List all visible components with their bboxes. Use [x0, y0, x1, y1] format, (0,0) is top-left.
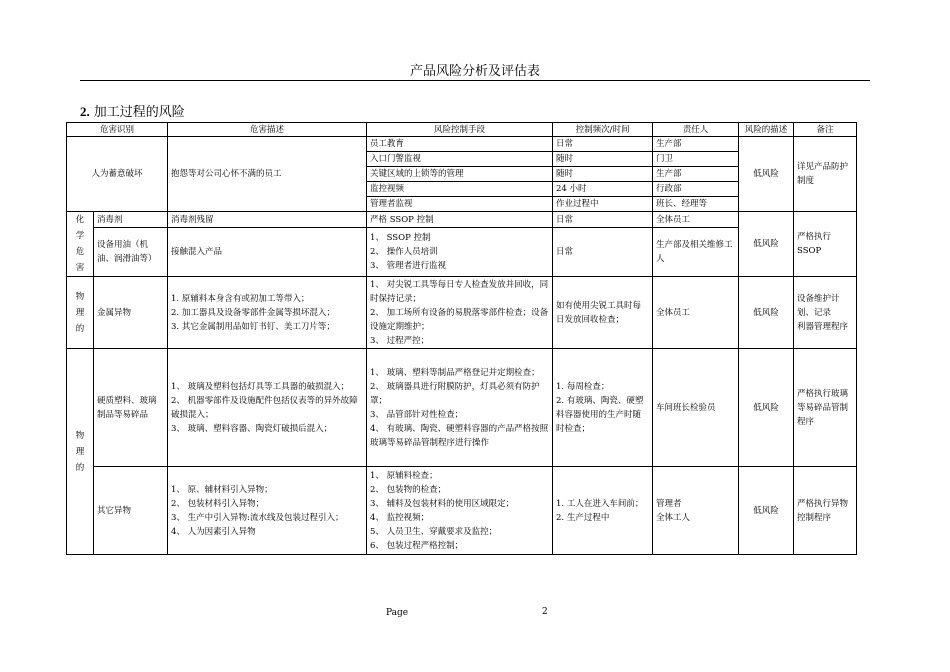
- frequency-cell: 作业过程中: [553, 197, 653, 212]
- control-cell: 入口门警监视: [367, 152, 553, 167]
- category-cell: 物 理 的: [67, 277, 94, 349]
- control-cell: 1、 玻璃、塑料等制品严格登记并定期检查； 2、 玻璃器具进行附膜防护，灯具必须有防护罩； 3、 品管部针对性检查； 4、 有玻璃、陶瓷、硬塑料容器的产品严格按照玻璃等易碎品管制程序进行操作: [367, 349, 553, 467]
- frequency-cell: 1. 每周检查； 2. 有玻璃、陶瓷、硬塑料容器使用的生产时随时检查；: [553, 349, 653, 467]
- hazard-cell: 其它异物: [94, 467, 168, 555]
- risk-cell: 低风险: [739, 137, 794, 212]
- table-row: [67, 349, 857, 467]
- risk-table: [66, 122, 857, 555]
- description-cell: 1. 原辅料本身含有或初加工等带入； 2. 加工器具及设备零部件金属等损坏混入； 3. 其它金属制用品如钉书钉、美工刀片等；: [168, 277, 367, 349]
- frequency-cell: 日常: [553, 137, 653, 152]
- section-title: 加工过程的风险: [93, 105, 185, 120]
- frequency-cell: 24 小时: [553, 182, 653, 197]
- category-cell: 物 理 的: [67, 349, 94, 555]
- responsible-cell: 门卫: [653, 152, 739, 167]
- footer-page-number: 2: [542, 607, 548, 617]
- responsible-cell: 生产部: [653, 167, 739, 182]
- responsible-cell: 管理者 全体工人: [653, 467, 739, 555]
- hazard-cell: 人为蓄意破坏: [67, 137, 168, 212]
- control-cell: 严格 SSOP 控制: [367, 212, 553, 228]
- description-cell: 抱怨等对公司心怀不满的员工: [168, 137, 367, 212]
- risk-cell: 低风险: [739, 212, 794, 277]
- responsible-cell: 车间班长检验员: [653, 349, 739, 467]
- section-number: 2.: [80, 104, 90, 119]
- header-remark: 备注: [794, 123, 857, 137]
- table-header-row: [67, 123, 857, 137]
- frequency-cell: 日常: [553, 212, 653, 228]
- frequency-cell: 日常: [553, 228, 653, 277]
- description-cell: 1、 原、辅材料引入异物； 2、 包装材料引入异物； 3、 生产中引入异物:流水线及包装过程引入； 4、 人为因素引入异物: [168, 467, 367, 555]
- description-cell: 接触混入产品: [168, 228, 367, 277]
- table-row: [67, 467, 857, 555]
- header-control: 风险控制手段: [367, 123, 553, 137]
- table-row: [67, 277, 857, 349]
- remark-cell: 严格执行玻璃等易碎品管制程序: [794, 349, 857, 467]
- header-hazard: 危害识别: [67, 123, 168, 137]
- table-row: [67, 228, 857, 277]
- header-description: 危害描述: [168, 123, 367, 137]
- frequency-cell: 随时: [553, 167, 653, 182]
- responsible-cell: 行政部: [653, 182, 739, 197]
- header-risk: 风险的描述: [739, 123, 794, 137]
- control-cell: 关键区域的上锁等的管理: [367, 167, 553, 182]
- control-cell: 1、 原辅料检查； 2、 包装物的检查； 3、 辅料及包装材料的使用区域限定； 4、 监控视频； 5、 人员卫生、穿戴要求及监控； 6、 包装过程严格控制；: [367, 467, 553, 555]
- responsible-cell: 生产部: [653, 137, 739, 152]
- description-cell: 消毒剂残留: [168, 212, 367, 228]
- hazard-cell: 金属异物: [94, 277, 168, 349]
- responsible-cell: 全体员工: [653, 212, 739, 228]
- control-cell: 员工教育: [367, 137, 553, 152]
- risk-cell: 低风险: [739, 349, 794, 467]
- title-divider: [80, 80, 870, 81]
- control-cell: 1、 SSOP 控制 2、 操作人员培训 3、 管理者进行监视: [367, 228, 553, 277]
- hazard-cell: 硬质塑料、玻璃制品等易碎品: [94, 349, 168, 467]
- remark-cell: 设备维护计划、记录 利器管理程序: [794, 277, 857, 349]
- section-heading: [80, 101, 185, 120]
- category-cell: 化 学 危 害: [67, 212, 94, 277]
- table-row: [67, 137, 857, 152]
- responsible-cell: 全体员工: [653, 277, 739, 349]
- footer-page-label: Page: [386, 608, 409, 618]
- header-frequency: 控制频次/时间: [553, 123, 653, 137]
- frequency-cell: 如有使用尖锐工具时每日发放回收检查；: [553, 277, 653, 349]
- control-cell: 1、 对尖锐工具等每日专人检查发放并回收，同时保持记录； 2、 加工场所有设备的易脱落零部件检查；设备设施定期维护； 3、 过程严控；: [367, 277, 553, 349]
- description-cell: 1、 玻璃及塑料包括灯具等工具器的破损混入； 2、 机器零部件及设施配件包括仪表等的异外故障破损混入； 3、 玻璃、塑料容器、陶瓷灯破损后混入；: [168, 349, 367, 467]
- hazard-cell: 消毒剂: [94, 212, 168, 228]
- control-cell: 监控视频: [367, 182, 553, 197]
- document-title: 产品风险分析及评估表: [409, 64, 540, 79]
- responsible-cell: 班长、经理等: [653, 197, 739, 212]
- header-responsible: 责任人: [653, 123, 739, 137]
- remark-cell: 严格执行异物控制程序: [794, 467, 857, 555]
- risk-cell: 低风险: [739, 467, 794, 555]
- table-row: [67, 212, 857, 228]
- remark-cell: 严格执行 SSOP: [794, 212, 857, 277]
- control-cell: 管理者监视: [367, 197, 553, 212]
- hazard-cell: 设备用油（机油、润滑油等）: [94, 228, 168, 277]
- responsible-cell: 生产部及相关维修工人: [653, 228, 739, 277]
- risk-cell: 低风险: [739, 277, 794, 349]
- frequency-cell: 随时: [553, 152, 653, 167]
- frequency-cell: 1. 工人在进入车间前； 2. 生产过程中: [553, 467, 653, 555]
- remark-cell: 详见产品防护制度: [794, 137, 857, 212]
